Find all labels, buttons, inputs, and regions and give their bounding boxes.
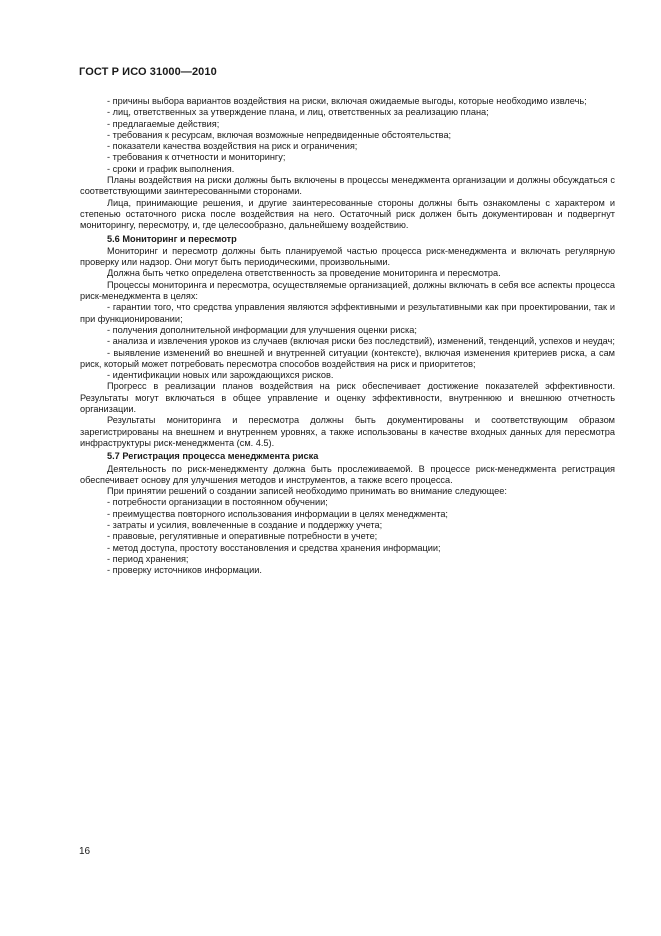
list-item: - период хранения; <box>107 553 189 564</box>
document-body <box>80 96 615 576</box>
paragraph: Должна быть четко определена ответственность за проведение мониторинга и пересмотра. <box>107 268 501 279</box>
page-number: 16 <box>79 846 91 857</box>
list-item: - получения дополнительной информации для улучшения оценки риска; <box>107 324 417 335</box>
list-item: - затраты и усилия, вовлеченные в создание и поддержку учета; <box>107 519 383 530</box>
paragraph: Деятельность по риск-менеджменту должна быть прослеживаемой. В процессе риск-менеджмента регистрация обеспечивает основу для улучшения методов и инструментов, а также всего процесса. <box>80 463 615 485</box>
list-item: - гарантии того, что средства управления являются эффективными и результативными как при проектировании, так и при функционировании; <box>80 302 615 324</box>
list-item: - правовые, регулятивные и оперативные потребности в учете; <box>107 531 378 542</box>
paragraph: Лица, принимающие решения, и другие заинтересованные стороны должны быть ознакомлены с характером и степенью остаточного риска после воздействия на него. Остаточный риск должен быть документирован и подвергнут мониторингу, пересмотру, и, где целесообразно, дальнейшему воздействию. <box>80 197 615 231</box>
list-item: - анализа и извлечения уроков из случаев (включая риски без последствий), изменений, тенденций, успехов и неудач; <box>107 336 615 347</box>
list-item: - требования к ресурсам, включая возможные непредвиденные обстоятельства; <box>107 129 452 140</box>
list-item: - лиц, ответственных за утверждение плана, и лиц, ответственных за реализацию плана; <box>107 107 489 118</box>
paragraph: Мониторинг и пересмотр должны быть планируемой частью процесса риск-менеджмента и включать регулярную проверку или надзор. Они могут быть периодическими, произвольными. <box>80 245 615 268</box>
list-item: - выявление изменений во внешней и внутренней ситуации (контексте), включая изменения критериев риска, а сам риск, который может потребовать пересмотра способов воздействия на риск и приоритетов; <box>80 347 615 369</box>
list-item: - сроки и график выполнения. <box>107 163 235 174</box>
paragraph: При принятии решений о создании записей необходимо принимать во внимание следующее: <box>107 486 507 497</box>
paragraph: Прогресс в реализации планов воздействия на риск обеспечивает достижение показателей эффективности. Результаты могут включаться в общее управление и оценку эффективности, внутреннюю и внешнюю отчетность организации. <box>80 381 615 415</box>
list-item: - преимущества повторного использования информации в целях менеджмента; <box>107 508 448 519</box>
section-heading: 5.6 Мониторинг и пересмотр <box>107 233 237 244</box>
paragraph: Планы воздействия на риски должны быть включены в процессы менеджмента организации и должны обсуждаться с соответствующими заинтересованными сторонами. <box>80 175 615 197</box>
list-item: - потребности организации в постоянном обучении; <box>107 497 328 508</box>
list-item: - предлагаемые действия; <box>107 118 220 129</box>
section-heading: 5.7 Регистрация процесса менеджмента риска <box>107 451 319 462</box>
list-item: - требования к отчетности и мониторингу; <box>107 152 286 163</box>
list-item: - идентификации новых или зарождающихся рисков. <box>107 370 334 381</box>
paragraph: - причины выбора вариантов воздействия на риски, включая ожидаемые выгоды, которые необходимо извлечь; <box>107 96 587 106</box>
list-item: - метод доступа, простоту восстановления и средства хранения информации; <box>107 542 441 553</box>
list-item: - показатели качества воздействия на риск и ограничения; <box>107 141 358 152</box>
paragraph: Результаты мониторинга и пересмотра должны быть документированы и соответствующим образом зарегистрированы на внешнем и внутреннем уровнях, а также использованы в качестве входных данных для пересмотра инфраструктуры риск-менеджмента (см. 4.5). <box>80 415 615 448</box>
document-header: ГОСТ Р ИСО 31000—2010 <box>79 66 217 78</box>
list-item: - проверку источников информации. <box>107 565 262 576</box>
paragraph: Процессы мониторинга и пересмотра, осуществляемые организацией, должны включать в себя все аспекты процесса риск-менеджмента в целях: <box>80 279 615 302</box>
